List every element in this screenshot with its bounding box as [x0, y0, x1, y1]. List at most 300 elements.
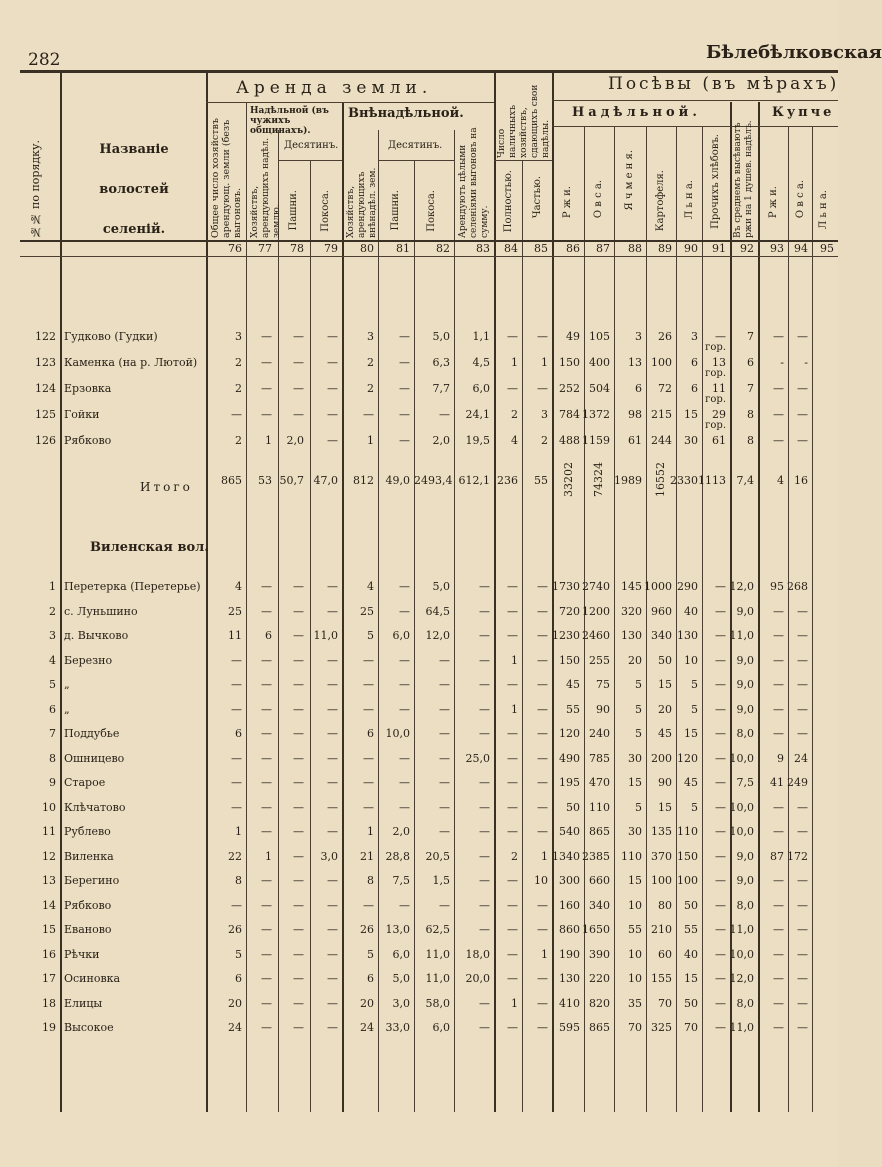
- table-cell: 2,0: [432, 434, 450, 447]
- table-cell: 40: [684, 947, 698, 961]
- table-cell: 3: [235, 330, 242, 343]
- table-cell: —: [537, 898, 548, 912]
- table-cell: 4: [367, 580, 374, 593]
- table-cell: —: [479, 800, 490, 814]
- header-desyatin-2: Десятинъ.: [388, 140, 443, 151]
- table-cell: —: [773, 923, 784, 936]
- itogo-cell: 49,0: [385, 474, 410, 487]
- table-cell: 3: [635, 330, 642, 343]
- table-cell: —: [715, 629, 726, 642]
- table-cell: —: [537, 996, 548, 1010]
- table-cell: —: [715, 800, 726, 814]
- row-name: Виленка: [64, 849, 114, 863]
- table-cell: 35: [628, 996, 642, 1010]
- itogo-cell: 16552: [654, 462, 667, 497]
- table-cell: 7: [747, 330, 754, 343]
- header-kartofelya: Картофеля.: [655, 170, 666, 232]
- header-rzhi-2: Р ж и.: [768, 186, 779, 219]
- table-cell: —: [363, 702, 374, 716]
- row-name: „: [64, 702, 70, 716]
- table-cell: —: [327, 604, 338, 618]
- table-cell: 64,5: [425, 604, 450, 618]
- table-cell: 25: [360, 604, 374, 618]
- col-rule: [702, 126, 703, 1112]
- header-total-arend: Общее число хозяйствъ арендующ. земли (безъ выгоновъ.: [210, 118, 243, 238]
- col-rule: [584, 126, 585, 1112]
- row-name: Березно: [64, 653, 113, 667]
- row-name: Осиновка: [64, 972, 121, 985]
- header-rule: [494, 160, 552, 161]
- table-cell: 2: [235, 434, 242, 447]
- table-cell: —: [537, 727, 548, 740]
- table-cell: 2,0: [392, 825, 410, 838]
- table-cell: —: [715, 604, 726, 618]
- table-cell: —: [261, 604, 272, 618]
- table-cell: 8: [747, 434, 754, 447]
- table-cell: —: [399, 604, 410, 618]
- row-number: 125: [35, 408, 56, 421]
- table-cell: —: [261, 947, 272, 961]
- table-cell: —: [773, 434, 784, 447]
- table-cell: 488: [559, 434, 580, 447]
- table-cell: 3: [691, 330, 698, 343]
- table-cell: —: [479, 923, 490, 936]
- table-cell: 60: [658, 947, 672, 961]
- table-cell: 130: [621, 629, 642, 642]
- column-number: 89: [658, 242, 672, 255]
- table-cell: 120: [677, 751, 698, 765]
- table-cell: -: [780, 356, 784, 369]
- table-cell: 5,0: [392, 972, 410, 985]
- table-cell: 490: [559, 751, 580, 765]
- table-cell: —: [261, 330, 272, 343]
- table-cell: 13: [628, 356, 642, 369]
- table-cell: 13: [712, 356, 726, 369]
- row-name: Поддубье: [64, 727, 120, 740]
- top-rule: [20, 70, 838, 73]
- column-number: 85: [534, 242, 548, 255]
- col-rule: [278, 130, 279, 1112]
- table-cell: 820: [589, 996, 610, 1010]
- itogo-cell: 1113: [698, 474, 726, 487]
- row-name: Гудково (Гудки): [64, 330, 158, 343]
- table-cell: —: [293, 408, 304, 421]
- row-number: 3: [49, 629, 56, 642]
- table-cell: 30: [628, 751, 642, 765]
- header-vygon: Арендуютъ цѣлыми селеніями выгоновъ на сумму.: [458, 127, 490, 238]
- table-cell: —: [327, 1021, 338, 1034]
- table-cell: —: [293, 727, 304, 740]
- table-cell: —: [293, 874, 304, 887]
- table-cell: 400: [589, 356, 610, 369]
- table-cell: —: [479, 874, 490, 887]
- column-number: 76: [228, 242, 242, 255]
- table-cell: 15: [628, 776, 642, 789]
- table-cell: —: [537, 1021, 548, 1034]
- table-cell: 2460: [582, 629, 610, 642]
- itogo-cell: 4: [777, 474, 784, 487]
- table-cell: 7,7: [432, 382, 450, 395]
- column-number: 80: [360, 242, 374, 255]
- table-cell: —: [773, 874, 784, 887]
- table-cell: 5: [635, 800, 642, 814]
- table-cell: —: [537, 653, 548, 667]
- table-cell: 3,0: [392, 996, 410, 1010]
- table-cell: 6: [691, 356, 698, 369]
- table-cell: —: [507, 947, 518, 961]
- header-sdayush: Число наличныхъ хозяйствъ, сдающихъ свои надѣлы.: [497, 84, 551, 158]
- table-cell: —: [797, 1021, 808, 1034]
- row-number: 126: [35, 434, 56, 447]
- table-cell: 10,0: [729, 825, 754, 838]
- col-rule: [60, 72, 62, 1112]
- table-cell: 1650: [582, 923, 610, 936]
- table-cell: 249: [787, 776, 808, 789]
- table-cell: —: [399, 653, 410, 667]
- table-cell: 320: [621, 604, 642, 618]
- table-cell: —: [479, 1021, 490, 1034]
- col-rule: [676, 126, 677, 1112]
- table-cell: —: [327, 751, 338, 765]
- table-cell: 1200: [582, 604, 610, 618]
- header-rule: [552, 126, 838, 127]
- table-cell: —: [231, 678, 242, 691]
- table-cell: —: [261, 874, 272, 887]
- column-number: 92: [740, 242, 754, 255]
- table-cell: —: [327, 408, 338, 421]
- table-cell: 22: [228, 849, 242, 863]
- table-cell: 100: [677, 874, 698, 887]
- table-cell: 55: [628, 923, 642, 936]
- table-cell: 11,0: [313, 629, 338, 642]
- table-cell: 155: [651, 972, 672, 985]
- header-pokosa-2: Покоса.: [426, 190, 437, 232]
- table-cell: —: [715, 996, 726, 1010]
- table-cell: 9,0: [736, 604, 754, 618]
- table-cell: 11,0: [425, 947, 450, 961]
- header-pashni-2: Пашни.: [390, 190, 401, 231]
- table-cell: 12,0: [729, 580, 754, 593]
- table-cell: 11,0: [425, 972, 450, 985]
- table-cell: —: [537, 702, 548, 716]
- table-cell: 20,5: [425, 849, 450, 863]
- table-cell: 2385: [582, 849, 610, 863]
- table-cell: —: [479, 678, 490, 691]
- col-rule: [454, 130, 455, 1112]
- table-cell: 70: [658, 996, 672, 1010]
- table-cell: 50: [684, 898, 698, 912]
- table-cell: 11: [228, 629, 242, 642]
- table-cell: 1: [541, 356, 548, 369]
- header-kupch: Купче: [772, 105, 835, 120]
- table-cell: 61: [628, 434, 642, 447]
- table-cell: 595: [559, 1021, 580, 1034]
- table-cell: —: [261, 898, 272, 912]
- row-name: Рублево: [64, 825, 111, 838]
- table-cell: 5: [635, 727, 642, 740]
- table-cell: 41: [770, 776, 784, 789]
- table-cell: —: [773, 898, 784, 912]
- table-cell: —: [327, 580, 338, 593]
- table-cell: —: [715, 580, 726, 593]
- table-cell: —: [773, 727, 784, 740]
- table-cell: —: [231, 702, 242, 716]
- row-number: 18: [42, 996, 56, 1010]
- table-cell: —: [293, 382, 304, 395]
- table-cell: 90: [596, 702, 610, 716]
- table-cell: 2: [511, 408, 518, 421]
- table-cell: —: [479, 702, 490, 716]
- table-cell: 470: [589, 776, 610, 789]
- table-cell: 244: [651, 434, 672, 447]
- table-cell: 1230: [552, 629, 580, 642]
- table-cell: 6,0: [432, 1021, 450, 1034]
- row-number: 1: [49, 580, 56, 593]
- table-cell: 20,0: [465, 972, 490, 985]
- table-cell: -: [804, 356, 808, 369]
- table-cell: 8,0: [736, 996, 754, 1010]
- col-rule: [646, 126, 647, 1112]
- table-cell: —: [773, 604, 784, 618]
- table-cell: —: [327, 800, 338, 814]
- row-number: 123: [35, 356, 56, 369]
- table-cell: 49: [566, 330, 580, 343]
- table-cell: 7,5: [392, 874, 410, 887]
- column-number: 83: [476, 242, 490, 255]
- table-cell: —: [231, 776, 242, 789]
- column-number: 78: [290, 242, 304, 255]
- table-cell: 20: [658, 702, 672, 716]
- table-cell: 70: [628, 1021, 642, 1034]
- table-cell: 785: [589, 751, 610, 765]
- table-cell: 1: [511, 702, 518, 716]
- table-cell: 11,0: [729, 1021, 754, 1034]
- table-cell: —: [399, 776, 410, 789]
- column-number: 84: [504, 242, 518, 255]
- table-cell: 1159: [582, 434, 610, 447]
- table-cell: —: [537, 751, 548, 765]
- table-cell: 10: [628, 898, 642, 912]
- table-cell: —: [507, 330, 518, 343]
- table-cell: —: [797, 408, 808, 421]
- table-cell: 95: [770, 580, 784, 593]
- table-cell: —: [293, 996, 304, 1010]
- row-name: Рябково: [64, 434, 112, 447]
- table-cell: —: [399, 434, 410, 447]
- table-cell: 15: [684, 727, 698, 740]
- table-cell: 340: [651, 629, 672, 642]
- table-cell: —: [797, 727, 808, 740]
- table-cell: 15: [658, 678, 672, 691]
- row-number: 10: [42, 800, 56, 814]
- table-cell: —: [231, 800, 242, 814]
- table-cell: 1,5: [432, 874, 450, 887]
- table-cell: 9,0: [736, 653, 754, 667]
- table-cell: 10,0: [729, 751, 754, 765]
- table-cell: 1,1: [472, 330, 490, 343]
- table-cell: 160: [559, 898, 580, 912]
- itogo-cell: 7,4: [736, 474, 754, 487]
- header-prochih: Прочихъ хлѣбовъ.: [710, 134, 721, 229]
- table-cell: 15: [684, 972, 698, 985]
- table-cell: 1340: [552, 849, 580, 863]
- table-cell: —: [537, 382, 548, 395]
- table-cell: 25: [228, 604, 242, 618]
- table-cell: —: [773, 330, 784, 343]
- table-cell: —: [231, 751, 242, 765]
- column-number: 87: [596, 242, 610, 255]
- table-cell: 98: [628, 408, 642, 421]
- table-cell: 340: [589, 898, 610, 912]
- table-cell: —: [773, 653, 784, 667]
- table-cell: —: [479, 849, 490, 863]
- column-number: 93: [770, 242, 784, 255]
- row-name: Высокое: [64, 1021, 114, 1034]
- table-cell: 1: [541, 849, 548, 863]
- header-rule: [206, 102, 494, 103]
- header-rule: [20, 256, 838, 257]
- table-cell: 28,8: [385, 849, 410, 863]
- row-number: 11: [42, 825, 56, 838]
- table-cell: 150: [677, 849, 698, 863]
- table-cell: 3,0: [320, 849, 338, 863]
- table-cell: —: [439, 653, 450, 667]
- table-cell: —: [327, 874, 338, 887]
- table-cell: —: [537, 629, 548, 642]
- table-cell: —: [327, 923, 338, 936]
- table-cell: —: [797, 923, 808, 936]
- table-cell: —: [261, 751, 272, 765]
- table-cell: —: [797, 996, 808, 1010]
- table-cell: 26: [228, 923, 242, 936]
- table-cell: 268: [787, 580, 808, 593]
- table-cell: —: [507, 629, 518, 642]
- table-cell: 1: [367, 825, 374, 838]
- table-cell: 19,5: [465, 434, 490, 447]
- table-cell: —: [537, 923, 548, 936]
- table-cell: —: [293, 629, 304, 642]
- table-cell: 20: [228, 996, 242, 1010]
- table-cell: —: [773, 408, 784, 421]
- table-cell: 172: [787, 849, 808, 863]
- table-cell: —: [327, 678, 338, 691]
- table-cell: —: [797, 702, 808, 716]
- itogo-cell: 16: [794, 474, 808, 487]
- table-cell: —: [797, 972, 808, 985]
- column-number: 79: [324, 242, 338, 255]
- row-number: 5: [49, 678, 56, 691]
- table-cell: 8: [367, 874, 374, 887]
- table-cell: —: [327, 898, 338, 912]
- table-cell: 50: [684, 996, 698, 1010]
- table-cell-note: гор.: [705, 394, 726, 405]
- table-cell: —: [537, 604, 548, 618]
- table-cell: —: [773, 800, 784, 814]
- header-vnenadel: Внѣнадѣльной.: [348, 106, 464, 121]
- table-cell: 15: [658, 800, 672, 814]
- table-cell: 9,0: [736, 849, 754, 863]
- table-cell: 2: [511, 849, 518, 863]
- table-cell: —: [479, 996, 490, 1010]
- header-nadel-group: Надѣльной (въ чужихъ общинахъ).: [250, 106, 329, 136]
- table-cell: —: [399, 800, 410, 814]
- row-name: д. Вычково: [64, 629, 129, 642]
- table-cell: —: [479, 825, 490, 838]
- table-cell: —: [507, 776, 518, 789]
- table-cell: —: [439, 702, 450, 716]
- table-cell: 61: [712, 434, 726, 447]
- table-cell: —: [537, 580, 548, 593]
- table-cell: —: [261, 408, 272, 421]
- row-name: Еваново: [64, 923, 112, 936]
- header-polnostyu: Полностью.: [503, 170, 514, 233]
- table-cell: —: [479, 580, 490, 593]
- table-cell: 10,0: [729, 800, 754, 814]
- table-cell: —: [261, 678, 272, 691]
- table-cell: —: [715, 898, 726, 912]
- table-cell: —: [327, 382, 338, 395]
- table-cell: 5,0: [432, 330, 450, 343]
- table-cell: 150: [559, 653, 580, 667]
- row-number: 19: [42, 1021, 56, 1034]
- header-lna: Л ь н а.: [684, 180, 695, 220]
- table-cell: —: [797, 653, 808, 667]
- table-cell: —: [507, 604, 518, 618]
- table-cell: 2: [235, 356, 242, 369]
- table-cell: 100: [651, 874, 672, 887]
- table-cell: —: [715, 678, 726, 691]
- table-cell: 7,5: [736, 776, 754, 789]
- table-cell: 75: [596, 678, 610, 691]
- table-cell: —: [363, 678, 374, 691]
- table-cell: 6: [635, 382, 642, 395]
- table-cell: 26: [658, 330, 672, 343]
- table-cell: —: [715, 330, 726, 343]
- table-cell: 58,0: [425, 996, 450, 1010]
- table-cell: —: [293, 678, 304, 691]
- table-cell: —: [797, 434, 808, 447]
- table-cell: 3: [541, 408, 548, 421]
- row-name: Елицы: [64, 996, 103, 1010]
- header-ovsa: О в с а.: [593, 180, 604, 219]
- table-cell: —: [327, 702, 338, 716]
- row-name: с. Луньшино: [64, 604, 138, 618]
- itogo-cell: 53: [258, 474, 272, 487]
- table-cell: 13,0: [385, 923, 410, 936]
- table-cell: —: [439, 751, 450, 765]
- itogo-cell: 33202: [562, 462, 575, 497]
- table-cell: 2740: [582, 580, 610, 593]
- table-cell: 30: [628, 825, 642, 838]
- table-cell: 87: [770, 849, 784, 863]
- table-cell: —: [715, 1021, 726, 1034]
- table-cell: 240: [589, 727, 610, 740]
- table-cell: 210: [651, 923, 672, 936]
- table-cell: —: [327, 972, 338, 985]
- table-cell: 50: [566, 800, 580, 814]
- table-cell: 29: [712, 408, 726, 421]
- row-name: Перетерка (Перетерье): [64, 580, 201, 593]
- table-cell: 110: [621, 849, 642, 863]
- table-cell: —: [507, 751, 518, 765]
- table-cell: 1: [511, 996, 518, 1010]
- table-cell: 2: [235, 382, 242, 395]
- table-cell: 8,0: [736, 898, 754, 912]
- col-rule: [378, 130, 379, 1112]
- row-number: 7: [49, 727, 56, 740]
- table-cell: 6: [235, 727, 242, 740]
- table-cell: —: [507, 580, 518, 593]
